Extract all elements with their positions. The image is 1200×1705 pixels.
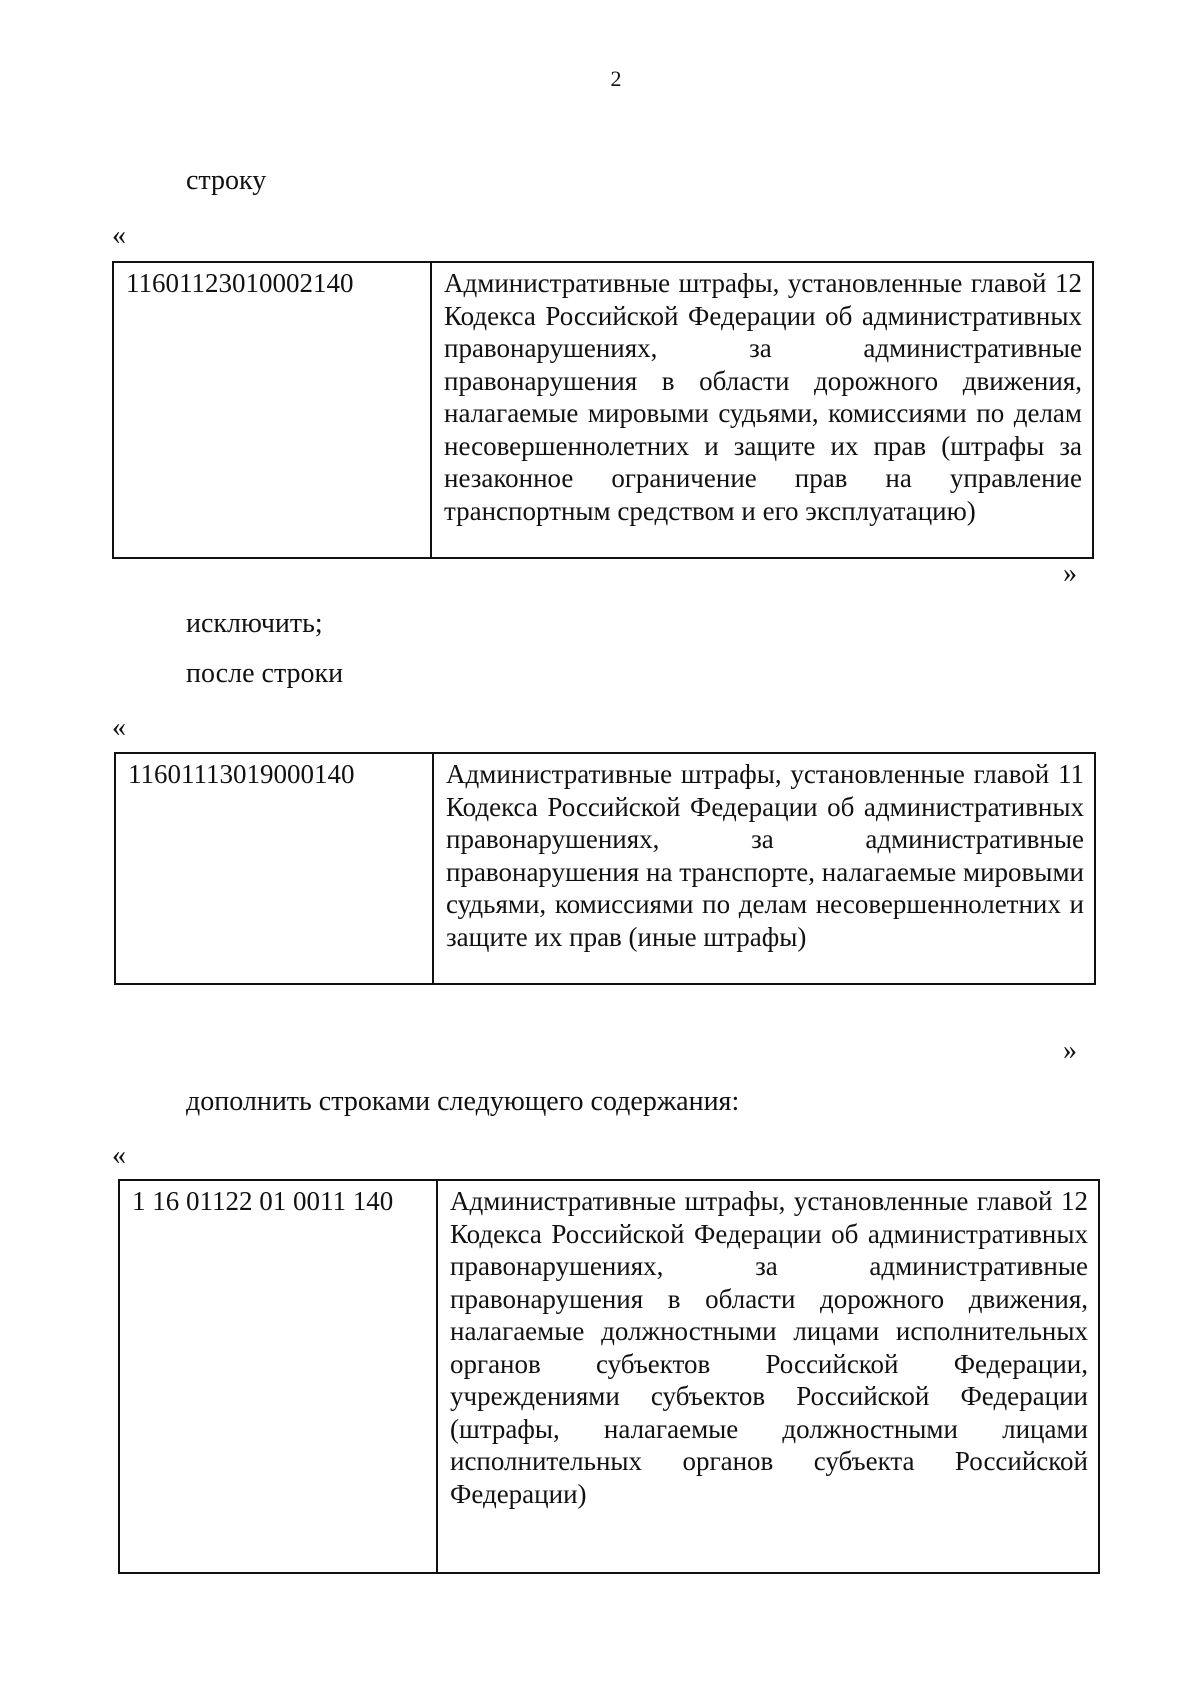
code-table-after-row: [114, 752, 1096, 985]
opening-quote: «: [112, 1140, 126, 1171]
budget-code-cell: 11601113019000140: [116, 754, 434, 983]
closing-quote: »: [1063, 1035, 1077, 1066]
opening-quote: «: [112, 712, 126, 743]
description-cell: Административные штрафы, установленные главой 11 Кодекса Российской Федерации об административных правонарушениях, за административные правонарушения на транспорте, налагаемые мировыми судьями, комиссиями по делам несовершеннолетних и защите их прав (иные штрафы): [446, 759, 1084, 952]
opening-quote: «: [112, 220, 126, 251]
instruction-line: дополнить строками следующего содержания:: [186, 1086, 740, 1117]
code-table-removed-row: [112, 261, 1094, 559]
instruction-line: строку: [186, 165, 267, 196]
budget-code-cell: 11601123010002140: [114, 263, 432, 557]
description-cell: Административные штрафы, установленные главой 12 Кодекса Российской Федерации об административных правонарушениях, за административные правонарушения в области дорожного движения, налагаемые должностными лицами исполнительных органов субъектов Российской Федерации, учреждениями субъектов Российской Федерации (штрафы, налагаемые должностными лицами исполнительных органов субъекта Российской Федерации): [450, 1186, 1088, 1509]
description-cell: Административные штрафы, установленные главой 12 Кодекса Российской Федерации об административных правонарушениях, за административные правонарушения в области дорожного движения, налагаемые мировыми судьями, комиссиями по делам несовершеннолетних и защите их прав (штрафы за незаконное ограничение прав на управление транспортным средством и его эксплуатацию): [444, 268, 1082, 526]
budget-code-cell: 1 16 01122 01 0011 140: [120, 1181, 438, 1572]
code-table-added-row: [118, 1179, 1100, 1574]
closing-quote: »: [1063, 558, 1077, 589]
page-number: 2: [610, 66, 622, 91]
instruction-line: исключить;: [186, 608, 323, 639]
instruction-line: после строки: [186, 658, 344, 689]
